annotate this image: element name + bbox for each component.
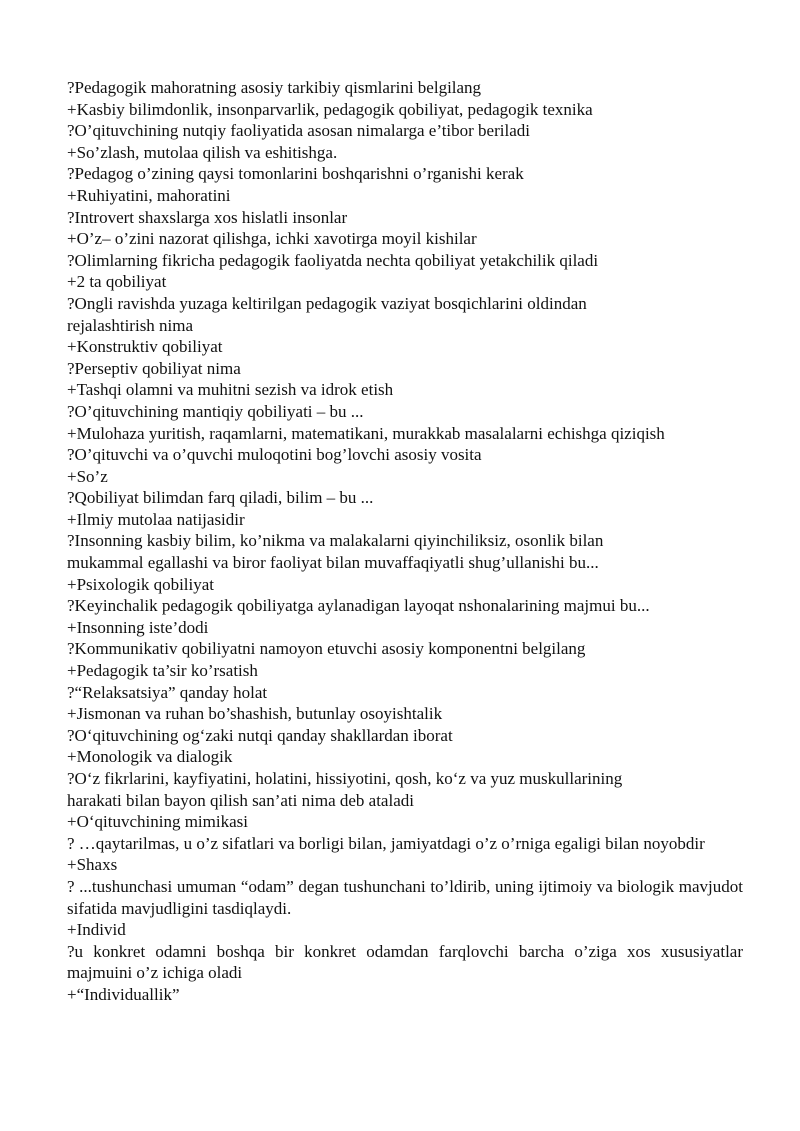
answer-line: +2 ta qobiliyat	[67, 272, 167, 292]
answer-line: +Individ	[67, 920, 126, 940]
question-line: ?Introvert shaxslarga xos hislatli insonlar	[67, 207, 348, 227]
question-line: ?Pedagog o’zining qaysi tomonlarini boshqarishni o’rganishi kerak	[67, 164, 524, 184]
answer-line: +Insonning iste’dodi	[67, 617, 209, 637]
question-line: ?Insonning kasbiy bilim, ko’nikma va malakalarni qiyinchiliksiz, osonlik bilan	[67, 531, 604, 551]
answer-line: +Monologik va dialogik	[67, 747, 233, 767]
question-line: ?O’qituvchi va o’quvchi muloqotini bog’lovchi asosiy vosita	[67, 445, 482, 465]
answer-line: +Konstruktiv qobiliyat	[67, 337, 223, 357]
question-line: ?O‘qituvchining og‘zaki nutqi qanday shakllardan iborat	[67, 725, 453, 745]
answer-line: +So’z	[67, 466, 108, 486]
question-line: ?Keyinchalik pedagogik qobiliyatga aylanadigan layoqat nshonalarining majmui bu...	[67, 596, 650, 616]
answer-line: +Mulohaza yuritish, raqamlarni, matematikani, murakkab masalalarni echishga qiziqish	[67, 423, 665, 443]
answer-line: +So’zlash, mutolaa qilish va eshitishga.	[67, 142, 338, 162]
question-line-continuation: mukammal egallashi va biror faoliyat bilan muvaffaqiyatli shug’ullanishi bu...	[67, 553, 599, 573]
question-line: ?Kommunikativ qobiliyatni namoyon etuvchi asosiy komponentni belgilang	[67, 639, 586, 659]
document-page	[67, 77, 743, 1006]
question-line: ?Pedagogik mahoratning asosiy tarkibiy qismlarini belgilang	[67, 78, 482, 97]
answer-line: +Ilmiy mutolaa natijasidir	[67, 509, 245, 529]
answer-line: +O‘qituvchining mimikasi	[67, 812, 248, 832]
question-line: ?O’qituvchining nutqiy faoliyatida asosan nimalarga e’tibor beriladi	[67, 121, 530, 141]
question-line: ?O’qituvchining mantiqiy qobiliyati – bu ...	[67, 401, 364, 421]
answer-line: +O’z– o’zini nazorat qilishga, ichki xavotirga moyil kishilar	[67, 229, 477, 249]
answer-line: +“Individuallik”	[67, 984, 180, 1004]
question-paragraph: ? ...tushunchasi umuman “odam” degan tushunchani to’ldirib, uning ijtimoiy va biologik mavjudot sifatida mavjudligini tasdiqlaydi.	[67, 876, 743, 918]
question-paragraph: ?u konkret odamni boshqa bir konkret odamdan farqlovchi barcha o’ziga xos xususiyatlar majmuini o’z ichiga oladi	[67, 941, 743, 983]
question-line-continuation: harakati bilan bayon qilish san’ati nima deb ataladi	[67, 790, 414, 810]
question-line: ?Perseptiv qobiliyat nima	[67, 358, 241, 378]
question-line: ?“Relaksatsiya” qanday holat	[67, 682, 268, 702]
question-line: ?Olimlarning fikricha pedagogik faoliyatda nechta qobiliyat yetakchilik qiladi	[67, 250, 599, 270]
question-line: ?Qobiliyat bilimdan farq qiladi, bilim – bu ...	[67, 488, 374, 508]
answer-line: +Psixologik qobiliyat	[67, 574, 215, 594]
answer-line: +Tashqi olamni va muhitni sezish va idrok etish	[67, 380, 394, 400]
question-paragraph: ? …qaytarilmas, u o’z sifatlari va borligi bilan, jamiyatdagi o’z o’rniga egaligi bilan noyobdir	[67, 833, 705, 853]
answer-line: +Pedagogik ta’sir ko’rsatish	[67, 661, 258, 681]
answer-line: +Shaxs	[67, 855, 118, 875]
question-line: ?Ongli ravishda yuzaga keltirilgan pedagogik vaziyat bosqichlarini oldindan	[67, 293, 587, 313]
answer-line: +Jismonan va ruhan bo’shashish, butunlay osoyishtalik	[67, 704, 443, 724]
answer-line: +Ruhiyatini, mahoratini	[67, 185, 231, 205]
question-line: ?O‘z fikrlarini, kayfiyatini, holatini, hissiyotini, qosh, ko‘z va yuz muskullarining	[67, 769, 623, 788]
answer-line: +Kasbiy bilimdonlik, insonparvarlik, pedagogik qobiliyat, pedagogik texnika	[67, 99, 593, 119]
question-line-continuation: rejalashtirish nima	[67, 315, 194, 335]
